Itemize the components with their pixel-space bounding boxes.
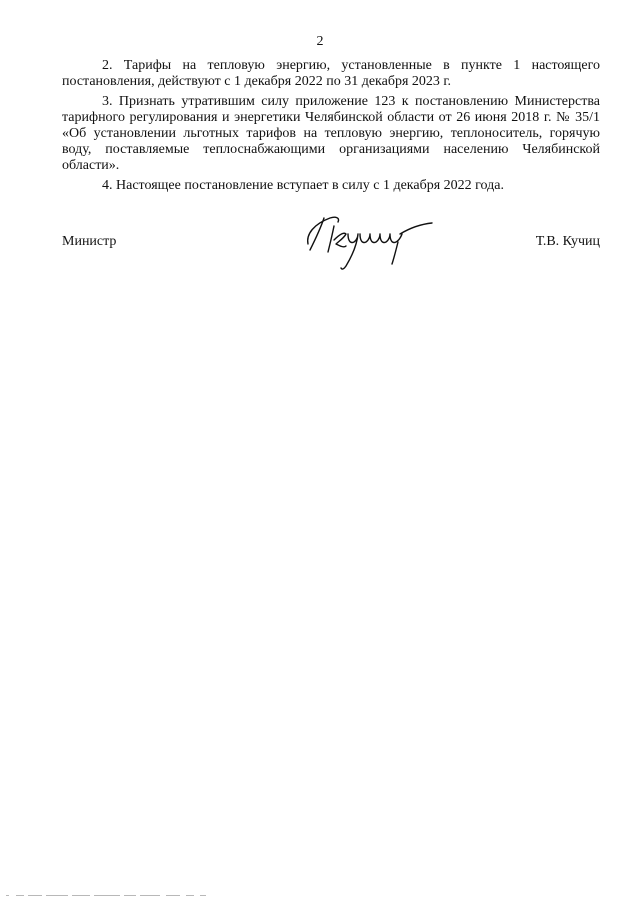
- signatory-name: Т.В. Кучиц: [535, 234, 600, 249]
- paragraph-2: 2. Тарифы на тепловую энергию, установленные в пункте 1 настоящего постановления, действуют с 1 декабря 2022 по 31 декабря 2023 г.: [62, 58, 600, 89]
- handwritten-signature-icon: [294, 204, 444, 276]
- page-number: 2: [316, 34, 324, 49]
- scan-artifact-strip: [6, 894, 216, 897]
- paragraph-4: 4. Настоящее постановление вступает в силу с 1 декабря 2022 года.: [102, 178, 504, 193]
- signature-block: [62, 226, 600, 276]
- document-body: [62, 58, 600, 194]
- paragraph-3: 3. Признать утратившим силу приложение 123 к постановлению Министерства тарифного регулирования и энергетики Челябинской области от 26 июня 2018 г. № 35/1 «Об установлении льготных тарифов на тепловую энергию, теплоноситель, горячую воду, поставляемые теплоснабжающими организациями населению Челябинской области».: [62, 94, 600, 173]
- signatory-title: Министр: [62, 234, 117, 249]
